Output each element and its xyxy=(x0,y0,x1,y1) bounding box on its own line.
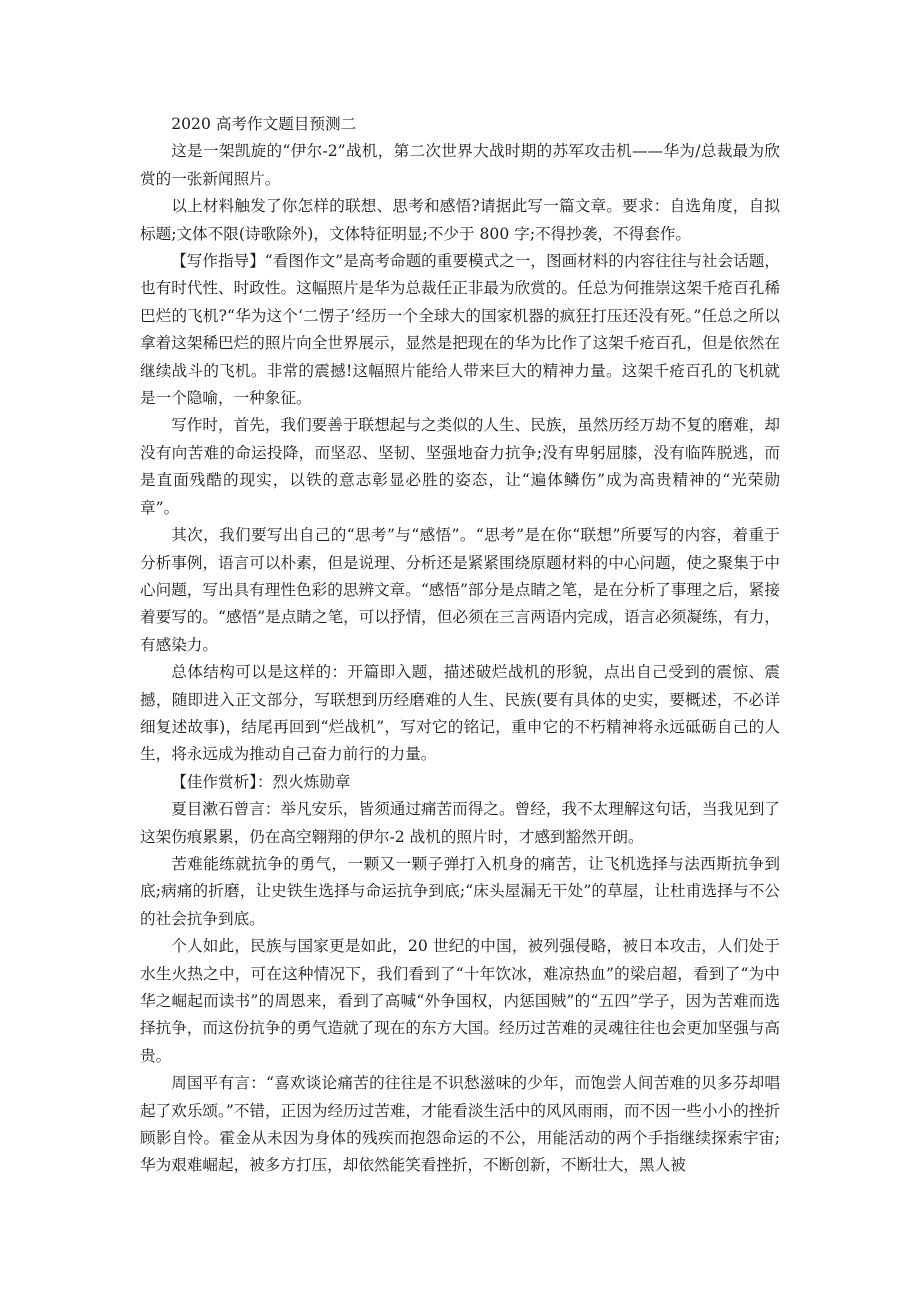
document-page xyxy=(140,111,780,1180)
essay-paragraph-1: 夏目漱石曾言：举凡安乐，皆须通过痛苦而得之。曾经，我不太理解这句话，当我见到了这架伤痕累累，仍在高空翱翔的伊尔-2 战机的照片时，才感到豁然开朗。 xyxy=(140,800,780,846)
paragraph-writing-first: 写作时，首先，我们要善于联想起与之类似的人生、民族，虽然历经万劫不复的磨难，却没有向苦难的命运投降，而坚忍、坚韧、坚强地奋力抗争;没有卑躬屈膝，没有临阵脱逃，而是直面残酷的现实，以铁的意志彰显必胜的姿态，让“遍体鳞伤”成为高贵精神的“光荣勋章”。 xyxy=(140,416,780,517)
paragraph-writing-guide: 【写作指导】“看图作文”是高考命题的重要模式之一，图画材料的内容往往与社会话题，也有时代性、时政性。这幅照片是华为总裁任正非最为欣赏的。任总为何推崇这架千疮百孔稀巴烂的飞机?“华为这个‘二愣子’经历一个全球大的国家机器的疯狂打压还没有死。”任总之所以拿着这架稀巴烂的照片向全世界展示，显然是把现在的华为比作了这架千疮百孔，但是依然在继续战斗的飞机。非常的震撼!这幅照片能给人带来巨大的精神力量。这架千疮百孔的飞机就是一个隐喻，一种象征。 xyxy=(140,252,780,408)
paragraph-material: 这是一架凯旋的“伊尔-2”战机，第二次世界大战时期的苏军攻击机——华为/总裁最为欣赏的一张新闻照片。 xyxy=(140,142,780,188)
essay-heading: 【佳作赏析】：烈火炼勋章 xyxy=(171,772,351,791)
document-title: 2020 高考作文题目预测二 xyxy=(171,115,357,133)
paragraph-requirements: 以上材料触发了你怎样的联想、思考和感悟?请据此写一篇文章。要求：自选角度，自拟标题;文体不限(诗歌除外)，文体特征明显;不少于 800 字;不得抄袭，不得套作。 xyxy=(140,197,780,243)
paragraph-structure: 总体结构可以是这样的：开篇即入题，描述破烂战机的形貌，点出自己受到的震惊、震撼，随即进入正文部分，写联想到历经磨难的人生、民族(要有具体的史实，要概述，不必详细复述故事)，结尾再回到“烂战机”，写对它的铭记，重申它的不朽精神将永远砥砺自己的人生，将永远成为推动自己奋力前行的力量。 xyxy=(140,663,780,764)
essay-paragraph-3: 个人如此，民族与国家更是如此，20 世纪的中国，被列强侵略，被日本攻击，人们处于水生火热之中，可在这种情况下，我们看到了“十年饮冰，难凉热血”的梁启超，看到了“为中华之崛起而读书”的周恩来，看到了高喊“外争国权，内惩国贼”的“五四”学子，因为苦难而选择抗争，而这份抗争的勇气造就了现在的东方大国。经历过苦难的灵魂往往也会更加坚强与高贵。 xyxy=(140,937,780,1065)
essay-paragraph-2: 苦难能练就抗争的勇气，一颗又一颗子弹打入机身的痛苦，让飞机选择与法西斯抗争到底;病痛的折磨，让史铁生选择与命运抗争到底;“床头屋漏无干处”的草屋，让杜甫选择与不公的社会抗争到底。 xyxy=(140,854,780,928)
paragraph-writing-second: 其次，我们要写出自己的“思考”与“感悟”。“思考”是在你“联想”所要写的内容，着重于分析事例，语言可以朴素，但是说理、分析还是紧紧围绕原题材料的中心问题，使之聚集于中心问题，写出具有理性色彩的思辨文章。“感悟”部分是点睛之笔，是在分析了事理之后，紧接着要写的。“感悟”是点睛之笔，可以抒情，但必须在三言两语内完成，语言必须凝练，有力，有感染力。 xyxy=(140,526,780,654)
essay-paragraph-4: 周国平有言：“喜欢谈论痛苦的往往是不识愁滋味的少年，而饱尝人间苦难的贝多芬却唱起了欢乐颂。”不错，正因为经历过苦难，才能看淡生活中的风风雨雨，而不因一些小小的挫折顾影自怜。霍金从未因为身体的残疾而抱怨命运的不公，用能活动的两个手指继续探索宇宙;华为艰难崛起，被多方打压，却依然能笑看挫折，不断创新，不断壮大，黑人被 xyxy=(140,1074,780,1175)
